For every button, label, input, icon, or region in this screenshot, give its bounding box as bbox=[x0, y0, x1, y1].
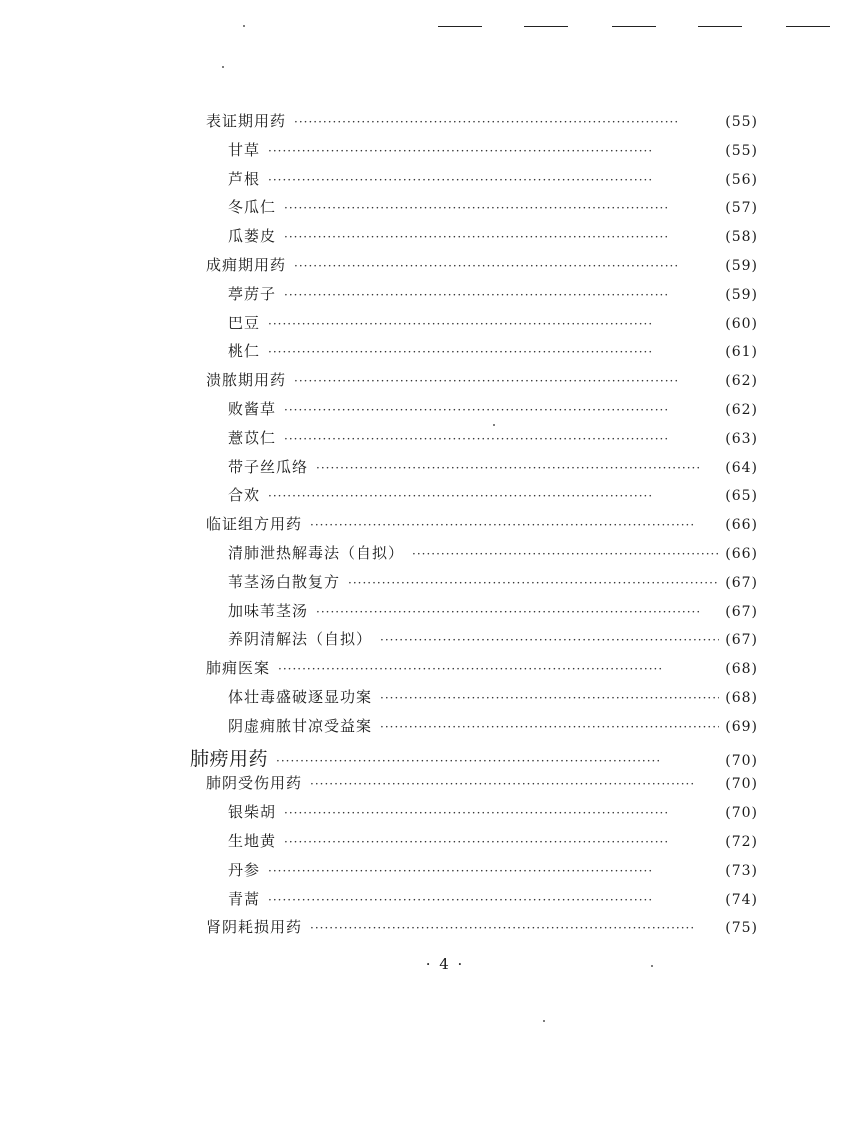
toc-entry bbox=[228, 196, 758, 224]
toc-entry-title: 芦根 bbox=[228, 169, 261, 188]
toc-entry-page: (55) bbox=[725, 142, 758, 159]
toc-entry-title: 薏苡仁 bbox=[228, 428, 277, 447]
toc-entry-title: 败酱草 bbox=[228, 400, 277, 418]
toc-entry-page: (56) bbox=[725, 171, 758, 188]
toc-entry-title: 体壮毒盛破逐显功案 bbox=[228, 688, 373, 706]
toc-entry bbox=[228, 283, 758, 311]
toc-entry bbox=[206, 369, 758, 397]
dot-leader bbox=[310, 518, 719, 532]
dot-leader bbox=[380, 691, 719, 705]
toc-entry-title: 成痈期用药 bbox=[206, 256, 287, 274]
toc-entry bbox=[228, 542, 758, 570]
header-rule bbox=[786, 26, 830, 27]
toc-entry-page: (64) bbox=[725, 459, 758, 476]
toc-entry-page: (55) bbox=[725, 114, 758, 130]
toc-entry-title: 阴虚痈脓甘凉受益案 bbox=[228, 716, 373, 735]
toc-entry-page: (68) bbox=[725, 690, 758, 706]
dot-leader bbox=[294, 374, 719, 388]
toc-entry bbox=[228, 859, 758, 887]
toc-entry-title: 葶苈子 bbox=[228, 284, 277, 303]
toc-entry bbox=[206, 254, 758, 282]
toc-entry-page: (72) bbox=[725, 834, 758, 850]
header-rule bbox=[524, 26, 568, 27]
toc-entry-page: (57) bbox=[725, 200, 758, 217]
toc-entry-page: (68) bbox=[725, 661, 758, 678]
dot-leader bbox=[284, 403, 719, 417]
toc-entry-title: 青蒿 bbox=[228, 889, 261, 908]
dot-leader bbox=[316, 461, 719, 475]
toc-entry-title: 清肺泄热解毒法（自拟） bbox=[228, 544, 405, 562]
toc-entry bbox=[206, 916, 758, 944]
dot-leader bbox=[284, 288, 719, 302]
toc-entry-title: 冬瓜仁 bbox=[228, 198, 277, 217]
toc-entry-title: 甘草 bbox=[228, 140, 261, 159]
toc-entry-title: 表证期用药 bbox=[206, 112, 287, 130]
toc-entry-title: 带子丝瓜络 bbox=[228, 457, 309, 476]
dot-leader bbox=[412, 547, 719, 561]
dot-leader bbox=[276, 754, 719, 768]
toc-entry-title: 加味苇茎汤 bbox=[228, 601, 309, 620]
toc-entry bbox=[228, 600, 758, 628]
dot-leader bbox=[380, 633, 719, 647]
toc-entry bbox=[228, 139, 758, 167]
toc-entry-title: 合欢 bbox=[228, 486, 261, 505]
toc-entry-page: (75) bbox=[725, 920, 758, 937]
dot-leader bbox=[268, 893, 719, 907]
toc-entry-title: 养阴清解法（自拟） bbox=[228, 630, 373, 649]
toc-entry bbox=[228, 340, 758, 368]
toc-entry-page: (74) bbox=[725, 891, 758, 908]
toc-entry-page: (62) bbox=[725, 402, 758, 418]
toc-entry-page: (65) bbox=[725, 488, 758, 505]
toc-entry-title: 肺阴受伤用药 bbox=[206, 774, 303, 793]
scan-speck bbox=[543, 1020, 545, 1022]
dot-leader bbox=[268, 345, 719, 359]
dot-leader bbox=[268, 144, 719, 158]
toc-entry-page: (61) bbox=[725, 344, 758, 361]
toc-entry-title: 苇茎汤白散复方 bbox=[228, 572, 341, 591]
dot-leader bbox=[380, 720, 719, 734]
dot-leader bbox=[284, 230, 719, 244]
toc-entry-page: (70) bbox=[725, 776, 758, 793]
toc-entry bbox=[228, 427, 758, 455]
toc-entry bbox=[228, 168, 758, 196]
toc-entry-title: 临证组方用药 bbox=[206, 515, 303, 534]
toc-entry-page: (67) bbox=[725, 632, 758, 649]
toc-entry bbox=[228, 801, 758, 829]
toc-entry-title: 肺痈医案 bbox=[206, 659, 271, 678]
toc-entry bbox=[228, 484, 758, 512]
toc-entry bbox=[206, 513, 758, 541]
toc-entry bbox=[228, 456, 758, 484]
header-rule bbox=[612, 26, 656, 27]
toc-entry-page: (67) bbox=[725, 574, 758, 591]
toc-entry bbox=[228, 888, 758, 916]
toc-entry-page: (59) bbox=[725, 286, 758, 303]
toc-entry-page: (58) bbox=[725, 229, 758, 246]
dot-leader bbox=[310, 777, 719, 791]
toc-entry-title: 生地黄 bbox=[228, 832, 277, 850]
toc-entry bbox=[228, 312, 758, 340]
page-number: · 4 · bbox=[425, 955, 465, 973]
toc-entry-page: (59) bbox=[725, 258, 758, 274]
dot-leader bbox=[268, 317, 719, 331]
toc-entry bbox=[190, 744, 758, 772]
toc-entry-title: 瓜蒌皮 bbox=[228, 227, 277, 246]
toc-entry-page: (69) bbox=[725, 718, 758, 735]
header-rule bbox=[698, 26, 742, 27]
toc-entry bbox=[206, 657, 758, 685]
toc-entry-page: (73) bbox=[725, 862, 758, 879]
dot-leader bbox=[268, 864, 719, 878]
dot-leader bbox=[294, 115, 719, 129]
toc-entry bbox=[228, 628, 758, 656]
toc-entry-title: 桃仁 bbox=[228, 342, 261, 361]
scan-speck bbox=[222, 66, 224, 68]
header-rule bbox=[438, 26, 482, 27]
dot-leader bbox=[348, 576, 719, 590]
toc-entry-title: 肾阴耗损用药 bbox=[206, 918, 303, 937]
dot-leader bbox=[284, 835, 719, 849]
dot-leader bbox=[284, 806, 719, 820]
dot-leader bbox=[316, 605, 719, 619]
dot-leader bbox=[310, 921, 719, 935]
dot-leader bbox=[284, 432, 719, 446]
toc-entry-page: (70) bbox=[725, 752, 758, 769]
toc-entry-title: 银柴胡 bbox=[228, 803, 277, 822]
toc-entry bbox=[228, 715, 758, 743]
toc-entry bbox=[206, 772, 758, 800]
toc-entry-page: (67) bbox=[725, 603, 758, 620]
toc-entry bbox=[206, 110, 758, 138]
toc-entry bbox=[228, 686, 758, 714]
toc-entry-page: (66) bbox=[725, 546, 758, 562]
toc-entry-page: (62) bbox=[725, 373, 758, 390]
toc-entry bbox=[228, 398, 758, 426]
dot-leader bbox=[278, 662, 719, 676]
toc-entry bbox=[228, 225, 758, 253]
toc-entry-page: (66) bbox=[725, 517, 758, 534]
toc-entry-title: 巴豆 bbox=[228, 313, 261, 332]
toc-entry-page: (60) bbox=[725, 315, 758, 332]
toc-entry-page: (63) bbox=[725, 430, 758, 447]
toc-entry-title: 肺痨用药 bbox=[190, 747, 269, 770]
toc-entry bbox=[228, 830, 758, 858]
toc-entry bbox=[228, 571, 758, 599]
dot-leader bbox=[268, 489, 719, 503]
dot-leader bbox=[294, 259, 719, 273]
dot-leader bbox=[268, 173, 719, 187]
dot-leader bbox=[284, 201, 719, 215]
scan-speck bbox=[243, 25, 245, 27]
header-rules bbox=[0, 26, 866, 28]
toc-entry-title: 溃脓期用药 bbox=[206, 371, 287, 390]
toc-entry-page: (70) bbox=[725, 805, 758, 822]
toc-entry-title: 丹参 bbox=[228, 860, 261, 879]
